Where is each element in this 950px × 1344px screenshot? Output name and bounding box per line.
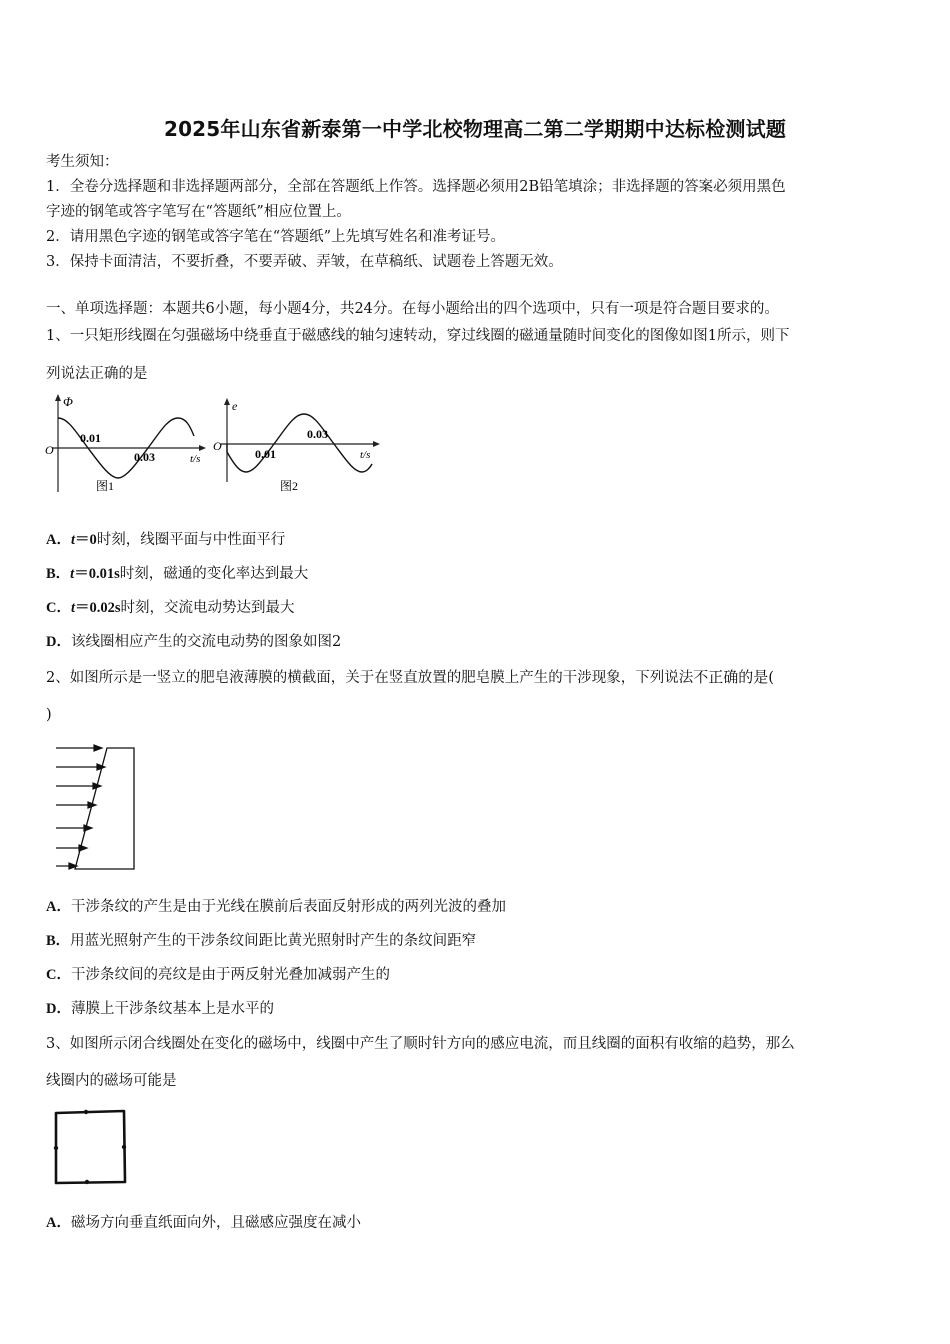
figure-2-caption: 图2 (280, 479, 299, 493)
q1-stem: 1、一只矩形线圈在匀强磁场中绕垂直于磁感线的轴匀速转动，穿过线圈的磁通量随时间变化的图像如图1所示，则下 (46, 328, 790, 344)
figure-2-emf-graph (213, 398, 380, 493)
notice-item: 字迹的钢笔或答字笔写在“答题纸”相应位置上。 (46, 204, 351, 220)
q2-stem: ) (46, 707, 52, 723)
q3-stem: 线圈内的磁场可能是 (46, 1073, 177, 1089)
q2-option-d: D．薄膜上干涉条纹基本上是水平的 (46, 1001, 274, 1017)
q2-stem: 2、如图所示是一竖立的肥皂液薄膜的横截面，关于在竖直放置的肥皂膜上产生的干涉现象，下列说法不正确的是( (46, 668, 775, 686)
q2-option-b: B．用蓝光照射产生的干涉条纹间距比黄光照射时产生的条纹间距窄 (46, 933, 477, 949)
notice-item: 3．保持卡面清洁，不要折叠，不要弄破、弄皱，在草稿纸、试题卷上答题无效。 (46, 254, 563, 270)
q3-stem: 3、如图所示闭合线圈处在变化的磁场中，线圈中产生了顺时针方向的感应电流，而且线圈的面积有收缩的趋势，那么 (46, 1036, 795, 1052)
figure-1-caption: 图1 (96, 479, 115, 493)
figure-2-x-label: t/s (360, 449, 371, 461)
section-heading: 一、单项选择题：本题共6小题，每小题4分，共24分。在每小题给出的四个选项中，只有一项是符合题目要求的。 (46, 301, 779, 317)
notice-item: 1．全卷分选择题和非选择题两部分，全部在答题纸上作答。选择题必须用2B铅笔填涂；非选择题的答案必须用黑色 (46, 179, 786, 195)
figure-1-tick-label: 0.03 (134, 450, 155, 464)
figure-1-x-label: t/s (190, 453, 201, 465)
q1-stem: 列说法正确的是 (46, 366, 148, 382)
soap-film-diagram (50, 740, 145, 875)
closed-coil-diagram (48, 1105, 133, 1190)
notice-item: 2．请用黑色字迹的钢笔或答字笔在“答题纸”上先填写姓名和准考证号。 (46, 229, 506, 245)
q1-figures (40, 392, 385, 497)
figure-1-y-label: Φ (63, 394, 73, 409)
q2-option-c: C．干涉条纹间的亮纹是由于两反射光叠加减弱产生的 (46, 967, 390, 983)
figure-2-tick-label: 0.03 (307, 427, 328, 441)
figure-2-origin: O (213, 439, 222, 453)
figure-1-tick-label: 0.01 (80, 431, 101, 445)
figure-2-y-label: e (232, 399, 238, 413)
figure-2-tick-label: 0.01 (255, 447, 276, 461)
q2-option-a: A．干涉条纹的产生是由于光线在膜前后表面反射形成的两列光波的叠加 (46, 899, 506, 915)
q1-option-a: A．t＝0时刻，线圈平面与中性面平行 (46, 532, 286, 548)
page-title: 2025年山东省新泰第一中学北校物理高二第二学期期中达标检测试题 (163, 117, 787, 141)
q1-option-c: C．t＝0.02s时刻，交流电动势达到最大 (46, 600, 295, 616)
q1-option-d: D．该线圈相应产生的交流电动势的图象如图2 (46, 634, 342, 650)
figure-1-flux-graph (45, 394, 206, 493)
q1-option-b: B．t＝0.01s时刻，磁通的变化率达到最大 (46, 566, 309, 582)
notice-heading: 考生须知： (46, 154, 119, 170)
figure-1-origin: O (45, 443, 54, 457)
q3-option-a: A．磁场方向垂直纸面向外，且磁感应强度在减小 (46, 1215, 361, 1231)
